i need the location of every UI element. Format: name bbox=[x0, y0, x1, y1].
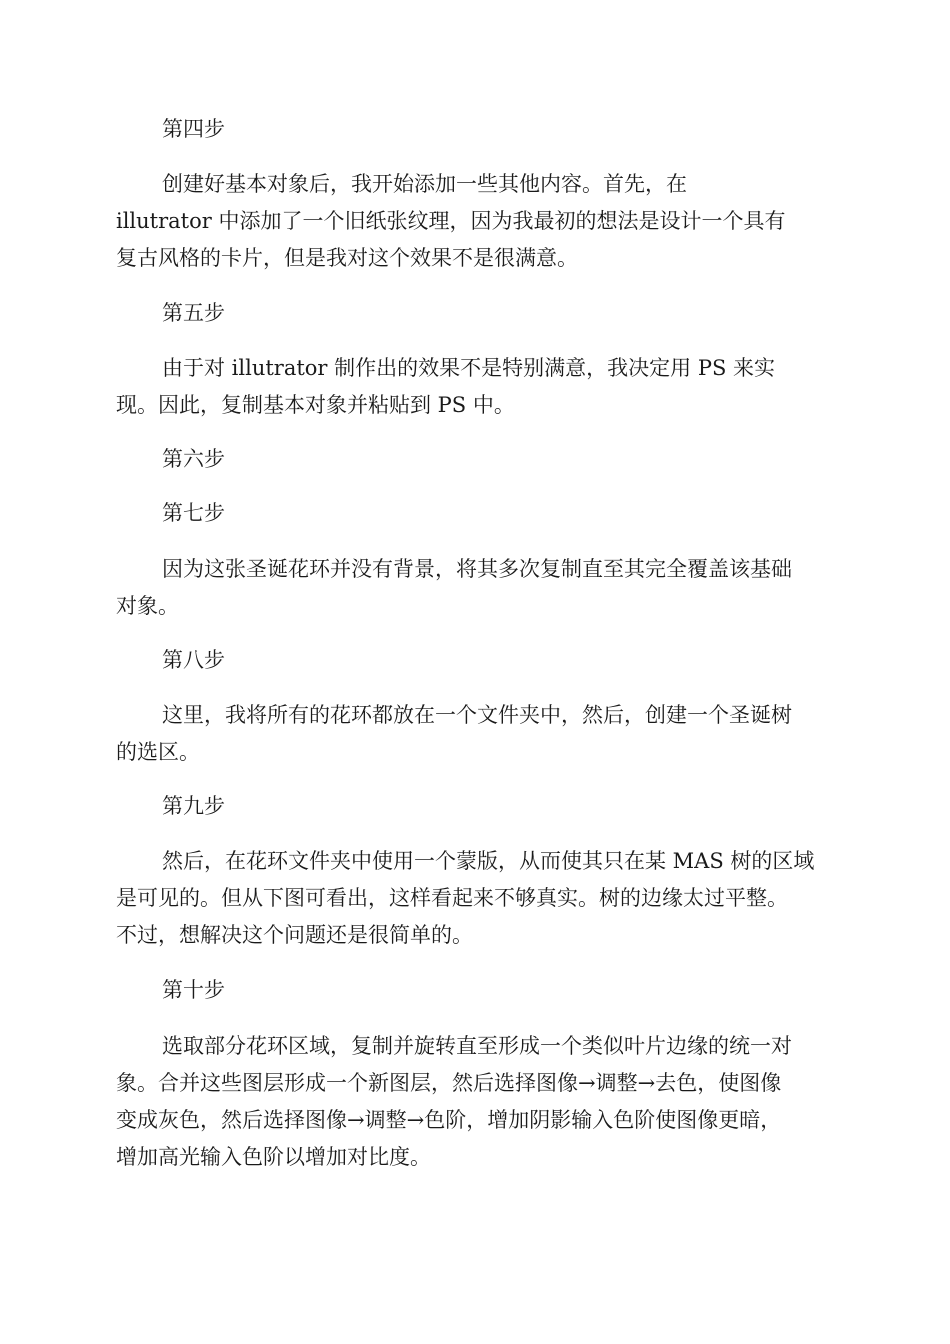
paragraph-line: 变成灰色，然后选择图像→调整→色阶，增加阴影输入色阶使图像更暗， bbox=[116, 1108, 782, 1132]
step-5-paragraph bbox=[116, 350, 836, 424]
heading-text: 第十步 bbox=[162, 978, 225, 1002]
heading-text: 第八步 bbox=[162, 648, 225, 672]
step-4-paragraph bbox=[116, 166, 836, 277]
heading-text: 第五步 bbox=[162, 301, 225, 325]
heading-text: 第七步 bbox=[162, 501, 225, 525]
paragraph-line: 的选区。 bbox=[116, 740, 200, 764]
paragraph-line: 因为这张圣诞花环并没有背景，将其多次复制直至其完全覆盖该基础 bbox=[162, 557, 792, 581]
step-9-paragraph bbox=[116, 843, 836, 954]
paragraph-line: 复古风格的卡片，但是我对这个效果不是很满意。 bbox=[116, 246, 578, 270]
heading-text: 第九步 bbox=[162, 794, 225, 818]
paragraph-line: 选取部分花环区域，复制并旋转直至形成一个类似叶片边缘的统一对 bbox=[162, 1034, 792, 1058]
step-9-heading bbox=[116, 788, 836, 825]
step-4-heading bbox=[116, 111, 836, 148]
heading-text: 第四步 bbox=[162, 117, 225, 141]
step-7-paragraph bbox=[116, 551, 836, 625]
paragraph-line: 现。因此，复制基本对象并粘贴到 PS 中。 bbox=[116, 393, 515, 417]
step-8-heading bbox=[116, 642, 836, 679]
step-8-paragraph bbox=[116, 697, 836, 771]
paragraph-line: 增加高光输入色阶以增加对比度。 bbox=[116, 1145, 431, 1169]
paragraph-line: 由于对 illutrator 制作出的效果不是特别满意，我决定用 PS 来实 bbox=[162, 356, 776, 380]
paragraph-line: illutrator 中添加了一个旧纸张纹理，因为我最初的想法是设计一个具有 bbox=[116, 209, 786, 233]
paragraph-line: 这里，我将所有的花环都放在一个文件夹中，然后，创建一个圣诞树 bbox=[162, 703, 792, 727]
paragraph-line: 象。合并这些图层形成一个新图层，然后选择图像→调整→去色，使图像 bbox=[116, 1071, 782, 1095]
paragraph-line: 不过，想解决这个问题还是很简单的。 bbox=[116, 923, 473, 947]
step-5-heading bbox=[116, 295, 836, 332]
step-7-heading bbox=[116, 495, 836, 532]
paragraph-line: 对象。 bbox=[116, 594, 179, 618]
paragraph-line: 创建好基本对象后，我开始添加一些其他内容。首先，在 bbox=[162, 172, 687, 196]
paragraph-line: 是可见的。但从下图可看出，这样看起来不够真实。树的边缘太过平整。 bbox=[116, 886, 788, 910]
step-10-heading bbox=[116, 972, 836, 1009]
heading-text: 第六步 bbox=[162, 447, 225, 471]
paragraph-line: 然后，在花环文件夹中使用一个蒙版，从而使其只在某 MAS 树的区域 bbox=[162, 849, 815, 873]
step-6-heading bbox=[116, 441, 836, 478]
step-10-paragraph bbox=[116, 1028, 836, 1176]
